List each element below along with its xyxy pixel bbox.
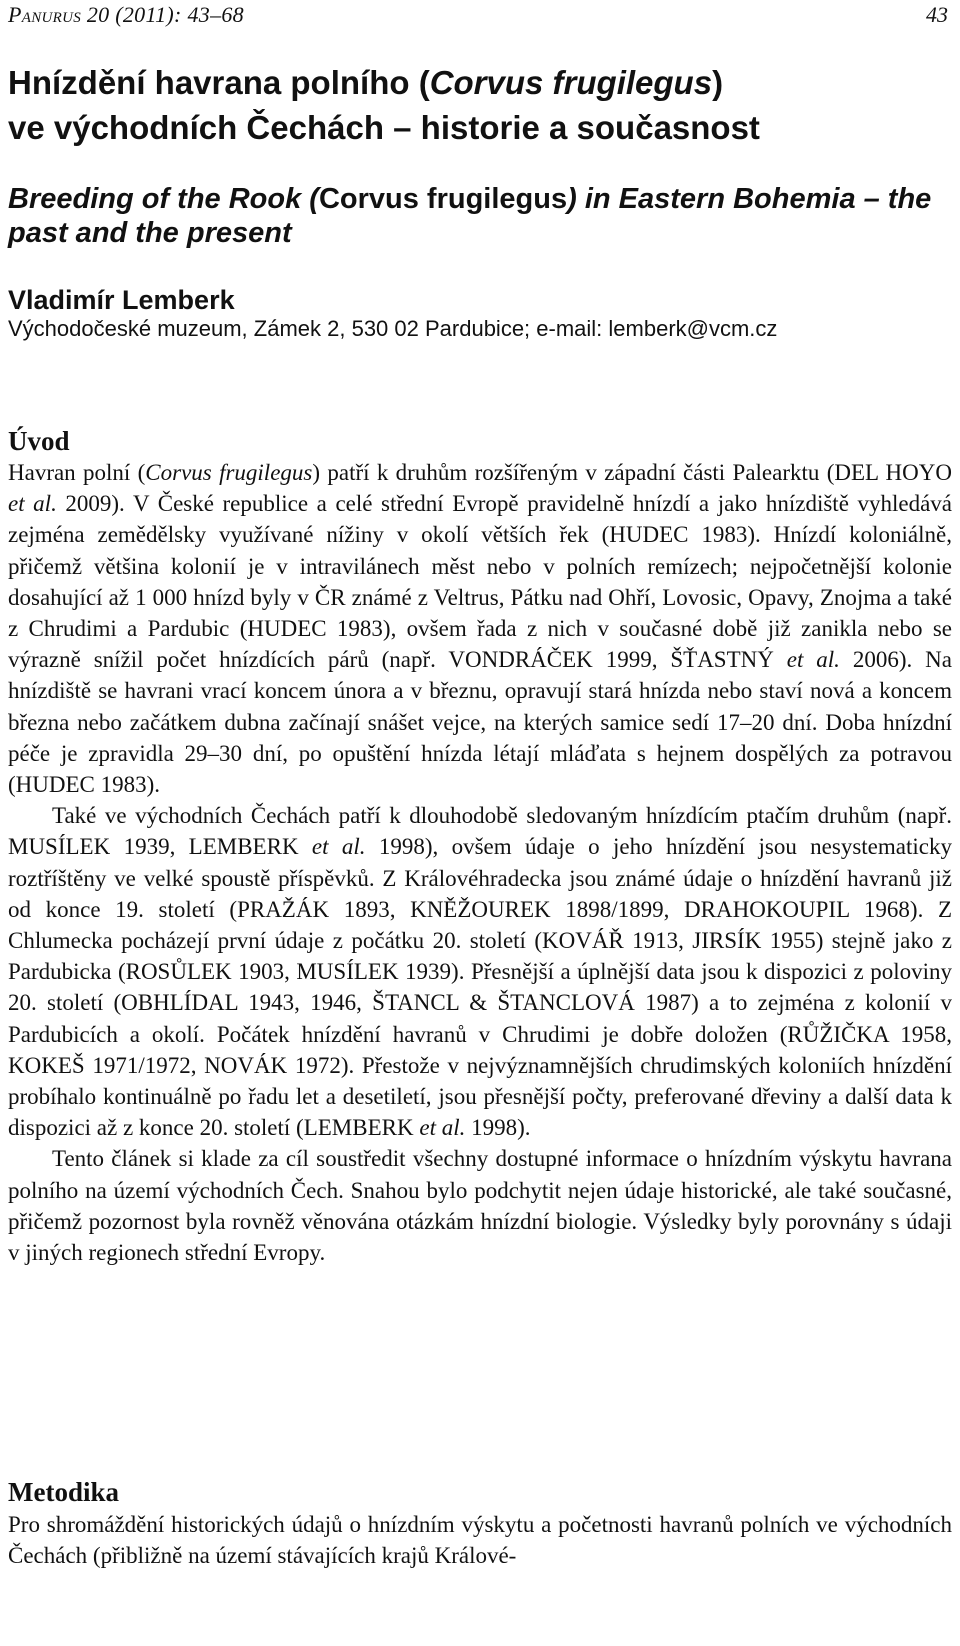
et-al: et al. — [8, 491, 57, 517]
section-heading-intro: Úvod — [8, 426, 70, 456]
english-title — [8, 182, 952, 250]
author-affiliation: Východočeské muzeum, Zámek 2, 530 02 Pardubice; e-mail: lemberk@vcm.cz — [8, 316, 778, 341]
article-title — [8, 60, 952, 150]
et-al: et al. — [419, 1115, 466, 1141]
title-text: ) — [712, 64, 724, 101]
et-al: et al. — [786, 647, 840, 673]
text-run: ) patří k druhům rozšířeným v západní části Palearktu (DEL HOYO — [312, 460, 953, 485]
text-run: Havran polní ( — [8, 460, 146, 485]
intro-paragraph-2 — [8, 800, 952, 1143]
section-heading-methods: Metodika — [8, 1477, 119, 1507]
text-run: Také ve východních Čechách patří k dlouhodobě sledovaným hnízdícím ptačím druhům (např. MUSÍLEK 1939, LEMBERK — [8, 803, 952, 860]
page-number: 43 — [926, 2, 948, 27]
running-header — [8, 2, 948, 28]
et-al: et al. — [311, 834, 366, 860]
intro-paragraph-1 — [8, 457, 952, 800]
subtitle-text: Breeding of the Rook ( — [8, 183, 319, 215]
methods-paragraph-1: Pro shromáždění historických údajů o hnízdním výskytu a početnosti havranů polních ve východních Čechách (přibližně na území stávajících krajů Králové- — [8, 1512, 952, 1569]
text-run: 2006). Na hnízdiště se havrani vrací koncem února a v březnu, opravují stará hnízda nebo staví nová a koncem března nebo začátkem dubna začínají snášet vejce, na kterých samice sedí 17–20 dní. Doba hnízdní péče je zpravidla 29–30 dní, po opuštění hnízda létají mláďata s hejnem dospělých za potravou (HUDEC 1983). — [8, 647, 952, 798]
subtitle-text: ) in Eastern Bohemia – the past and the present — [8, 183, 932, 249]
intro-body — [8, 457, 952, 1268]
text-run: 2009). V České republice a celé střední Evropě pravidelně hnízdí a jako hnízdiště vyhledává zejména zemědělsky využívané nížiny v okolí větších řek (HUDEC 1983). Hnízdí koloniálně, přičemž většina kolonií je v intravilánech měst nebo v polních remízech; nejpočetnější kolonie dosahující až 1 000 hnízd byly v ČR známé z Veltrus, Pátku nad Ohří, Lovosic, Opavy, Znojma a také z Chrudimi a Pardubic (HUDEC 1983), ovšem řada z nich v současné době již zanikla nebo se výrazně snížil počet hnízdících párů (např. VONDRÁČEK 1999, ŠŤASTNÝ — [8, 491, 952, 673]
methods-body — [8, 1509, 952, 1571]
title-text: ve východních Čechách – historie a současnost — [8, 109, 760, 146]
title-text: Hnízdění havrana polního ( — [8, 64, 430, 101]
text-run: 1998), ovšem údaje o jeho hnízdění jsou nesystematicky roztříštěny ve velké spoustě příspěvků. Z Královéhradecka jsou známé údaje o hnízdění havranů již od konce 19. století (PRAŽÁK 1893, KNĚŽOUREK 1898/1899, DRAHOKOUPIL 1968). Z Chlumecka pocházejí první údaje z počátku 20. století (KOVÁŘ 1913, JIRSÍK 1955) stejně jako z Pardubicka (ROSŮLEK 1903, MUSÍLEK 1939). Přesnější a úplnější data jsou k dispozici z poloviny 20. století (OBHLÍDAL 1943, 1946, ŠTANCL & ŠTANCLOVÁ 1987) a to zejména z kolonií v Pardubicích a okolí. Počátek hnízdění havranů v Chrudimi je dobře doložen (RŮŽIČKA 1958, KOKEŠ 1971/1972, NOVÁK 1972). Přestože v nejvýznamnějších chrudimských koloniích hnízdění probíhalo kontinuálně po řadu let a desetiletí, jsou přesnější počty, preferované dřeviny a další data k dispozici až z konce 20. století (LEMBERK — [8, 834, 952, 1141]
species-name: Corvus frugilegus — [145, 460, 313, 485]
text-run: 1998). — [465, 1115, 531, 1141]
subtitle-species: Corvus frugilegus — [318, 183, 568, 215]
title-species: Corvus frugilegus — [429, 64, 713, 101]
author-name: Vladimír Lemberk — [8, 285, 235, 315]
intro-paragraph-3: Tento článek si klade za cíl soustředit všechny dostupné informace o hnízdním výskytu havrana polního na území východních Čech. Snahou bylo podchytit nejen údaje historické, ale také současné, přičemž pozornost byla rovněž věnována otázkám hnízdní biologie. Výsledky byly porovnány s údaji v jiných regionech střední Evropy. — [8, 1146, 952, 1266]
journal-citation: Panurus 20 (2011): 43–68 — [8, 2, 244, 27]
